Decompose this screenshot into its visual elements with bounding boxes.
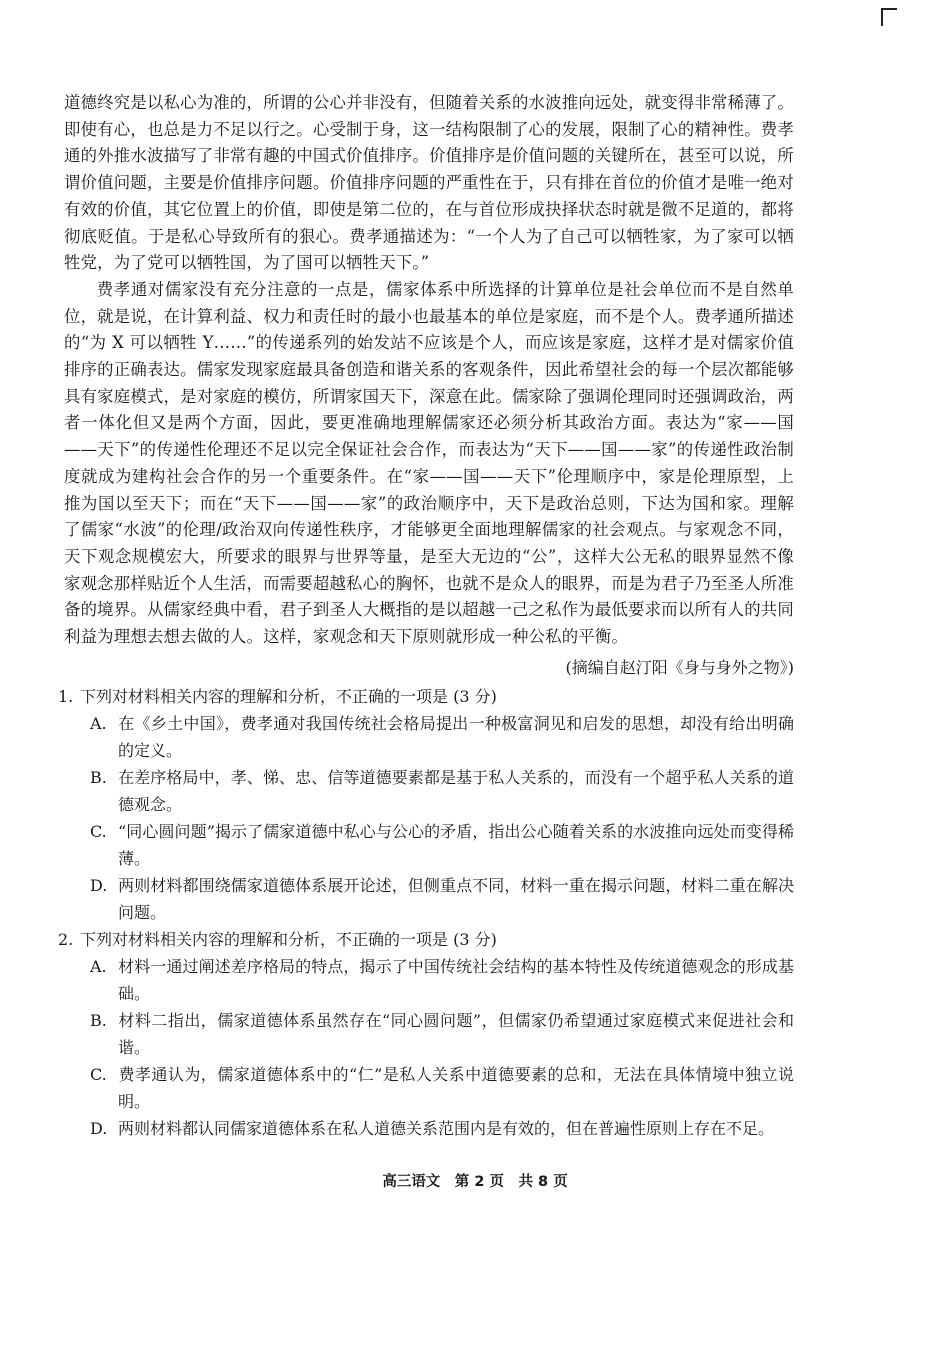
question-stem	[58, 683, 794, 710]
question-text: 下列对材料相关内容的理解和分析，不正确的一项是 (3 分)	[80, 686, 497, 706]
option-a	[90, 953, 794, 1007]
option-text: 材料二指出，儒家道德体系虽然存在“同心圆问题”，但儒家仍希望通过家庭模式来促进社会和谐。	[118, 1010, 794, 1057]
page-footer: 高三语文 第 2 页 共 8 页	[382, 1174, 568, 1190]
option-text: 费孝通认为，儒家道德体系中的“仁”是私人关系中道德要素的总和，无法在具体情境中独立说明。	[118, 1064, 794, 1111]
corner-crop-mark	[881, 8, 897, 26]
option-letter: B.	[90, 1010, 107, 1030]
option-text: 在《乡土中国》，费孝通对我国传统社会格局提出一种极富洞见和启发的思想，却没有给出明确的定义。	[118, 713, 794, 760]
option-b	[90, 1007, 794, 1061]
option-text: 两则材料都认同儒家道德体系在私人道德关系范围内是有效的，但在普遍性原则上存在不足。	[118, 1118, 775, 1138]
option-letter: D.	[90, 1118, 108, 1138]
option-letter: B.	[90, 767, 107, 787]
option-text: “同心圆问题”揭示了儒家道德中私心与公心的矛盾，指出公心随着关系的水波推向远处而变得稀薄。	[118, 821, 794, 868]
option-d	[90, 872, 794, 926]
option-text: 在差序格局中，孝、悌、忠、信等道德要素都是基于私人关系的，而没有一个超乎私人关系的道德观念。	[118, 767, 794, 814]
option-letter: C.	[90, 821, 107, 841]
option-c	[90, 818, 794, 872]
option-c	[90, 1061, 794, 1115]
question-text: 下列对材料相关内容的理解和分析，不正确的一项是 (3 分)	[80, 929, 497, 949]
option-letter: D.	[90, 875, 108, 895]
question-stem	[58, 926, 794, 953]
option-letter: A.	[90, 713, 107, 733]
option-letter: A.	[90, 956, 107, 976]
exam-page	[58, 90, 794, 1142]
option-text: 两则材料都围绕儒家道德体系展开论述，但侧重点不同，材料一重在揭示问题，材料二重在解决问题。	[118, 875, 794, 922]
option-a	[90, 710, 794, 764]
question-number: 2.	[58, 929, 74, 949]
question-number: 1.	[58, 686, 74, 706]
question-1	[58, 683, 794, 926]
question-2	[58, 926, 794, 1142]
option-letter: C.	[90, 1064, 107, 1084]
passage-source: (摘编自赵汀阳《身与身外之物》)	[565, 657, 794, 677]
passage-paragraph-1: 道德终究是以私心为准的，所谓的公心并非没有，但随着关系的水波推向远处，就变得非常稀薄了。即使有心，也总是力不足以行之。心受制于身，这一结构限制了心的发展，限制了心的精神性。费孝通的外推水波描写了非常有趣的中国式价值排序。价值排序是价值问题的关键所在，甚至可以说，所谓价值问题，主要是价值排序问题。价值排序问题的严重性在于，只有排在首位的价值才是唯一绝对有效的价值，其它位置上的价值，即使是第二位的，在与首位形成抉择状态时就是微不足道的，都将彻底贬值。于是私心导致所有的狠心。费孝通描述为：“一个人为了自己可以牺牲家，为了家可以牺牲党，为了党可以牺牲国，为了国可以牺牲天下。”	[64, 93, 794, 273]
option-text: 材料一通过阐述差序格局的特点，揭示了中国传统社会结构的基本特性及传统道德观念的形成基础。	[118, 956, 794, 1003]
passage-paragraph-2: 费孝通对儒家没有充分注意的一点是，儒家体系中所选择的计算单位是社会单位而不是自然单位，就是说，在计算利益、权力和责任时的最小也最基本的单位是家庭，而不是个人。费孝通所描述的“为 X 可以牺牲 Y……”的传递系列的始发站不应该是个人，而应该是家庭，这样才是对儒家价值排序的正确表达。儒家发现家庭最具备创造和谐关系的客观条件，因此希望社会的每一个层次都能够具有家庭模式，是对家庭的模仿，所谓家国天下，深意在此。儒家除了强调伦理同时还强调政治，两者一体化但又是两个方面，因此，要更准确地理解儒家还必须分析其政治方面。表达为“家——国——天下”的传递性伦理还不足以完全保证社会合作，而表达为“天下——国——家”的传递性政治制度就成为建构社会合作的另一个重要条件。在“家——国——天下”伦理顺序中，家是伦理原型，上推为国以至天下；而在“天下——国——家”的政治顺序中，天下是政治总则，下达为国和家。理解了儒家“水波”的伦理/政治双向传递性秩序，才能够更全面地理解儒家的社会观点。与家观念不同，天下观念规模宏大，所要求的眼界与世界等量，是至大无边的“公”，这样大公无私的眼界显然不像家观念那样贴近个人生活，而需要超越私心的胸怀，也就不是众人的眼界，而是为君子乃至圣人所准备的境界。从儒家经典中看，君子到圣人大概指的是以超越一己之私作为最低要求而以所有人的共同利益为理想去想去做的人。这样，家观念和天下原则就形成一种公私的平衡。	[64, 279, 794, 647]
option-d	[90, 1115, 794, 1142]
option-b	[90, 764, 794, 818]
